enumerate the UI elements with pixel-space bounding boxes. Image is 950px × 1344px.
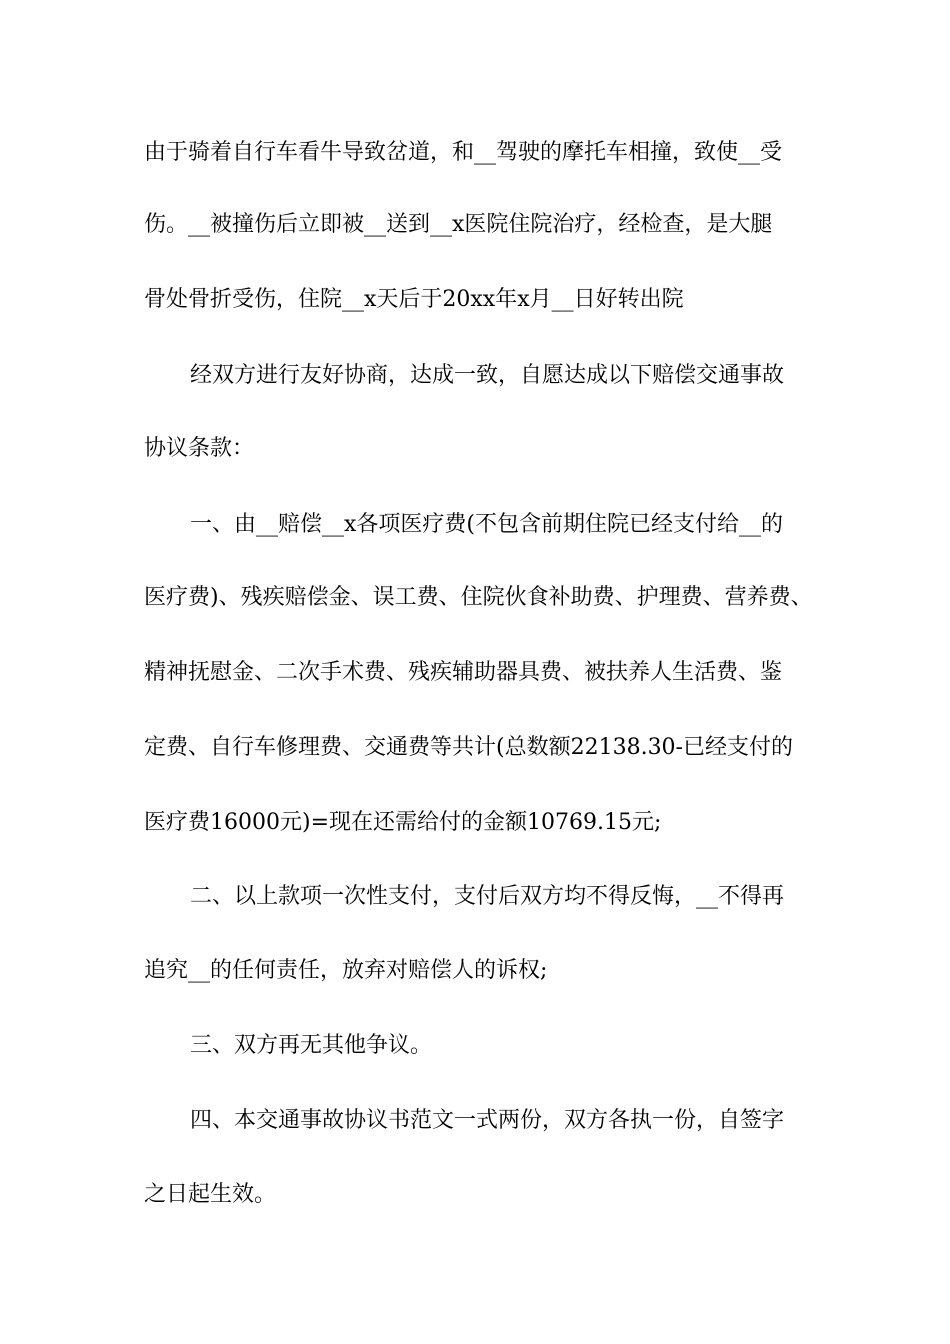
paragraph-1-line-3: 骨处骨折受伤，住院__x天后于20xx年x月__日好转出院 [144,287,684,312]
paragraph-1-line-1: 由于骑着自行车看牛导致岔道，和__驾驶的摩托车相撞，致使__受 [144,140,783,165]
clause-1-line-3: 精神抚慰金、二次手术费、残疾辅助器具费、被扶养人生活费、鉴 [144,660,783,685]
clause-3-line-1: 三、双方再无其他争议。 [190,1033,433,1058]
clause-2-line-1: 二、以上款项一次性支付，支付后双方均不得反悔，__不得再 [190,884,785,909]
paragraph-2-line-1: 经双方进行友好协商，达成一致，自愿达成以下赔偿交通事故 [190,363,785,388]
clause-4-line-2: 之日起生效。 [144,1182,277,1207]
clause-1-line-5: 医疗费16000元)=现在还需给付的金额10769.15元; [144,810,662,835]
clause-1-line-1: 一、由__赔偿__x各项医疗费(不包含前期住院已经支付给__的 [190,512,783,537]
paragraph-2-line-2: 协议条款： [144,436,255,461]
clause-1-line-2: 医疗费)、残疾赔偿金、误工费、住院伙食补助费、护理费、营养费、 [144,585,813,610]
paragraph-1-line-2: 伤。__被撞伤后立即被__送到__x医院住院治疗，经检查，是大腿 [144,212,773,237]
clause-4-line-1: 四、本交通事故协议书范文一式两份，双方各执一份，自签字 [190,1108,785,1133]
clause-1-line-4: 定费、自行车修理费、交通费等共计(总数额22138.30-已经支付的 [144,735,793,760]
clause-2-line-2: 追究__的任何责任，放弃对赔偿人的诉权; [144,958,548,983]
